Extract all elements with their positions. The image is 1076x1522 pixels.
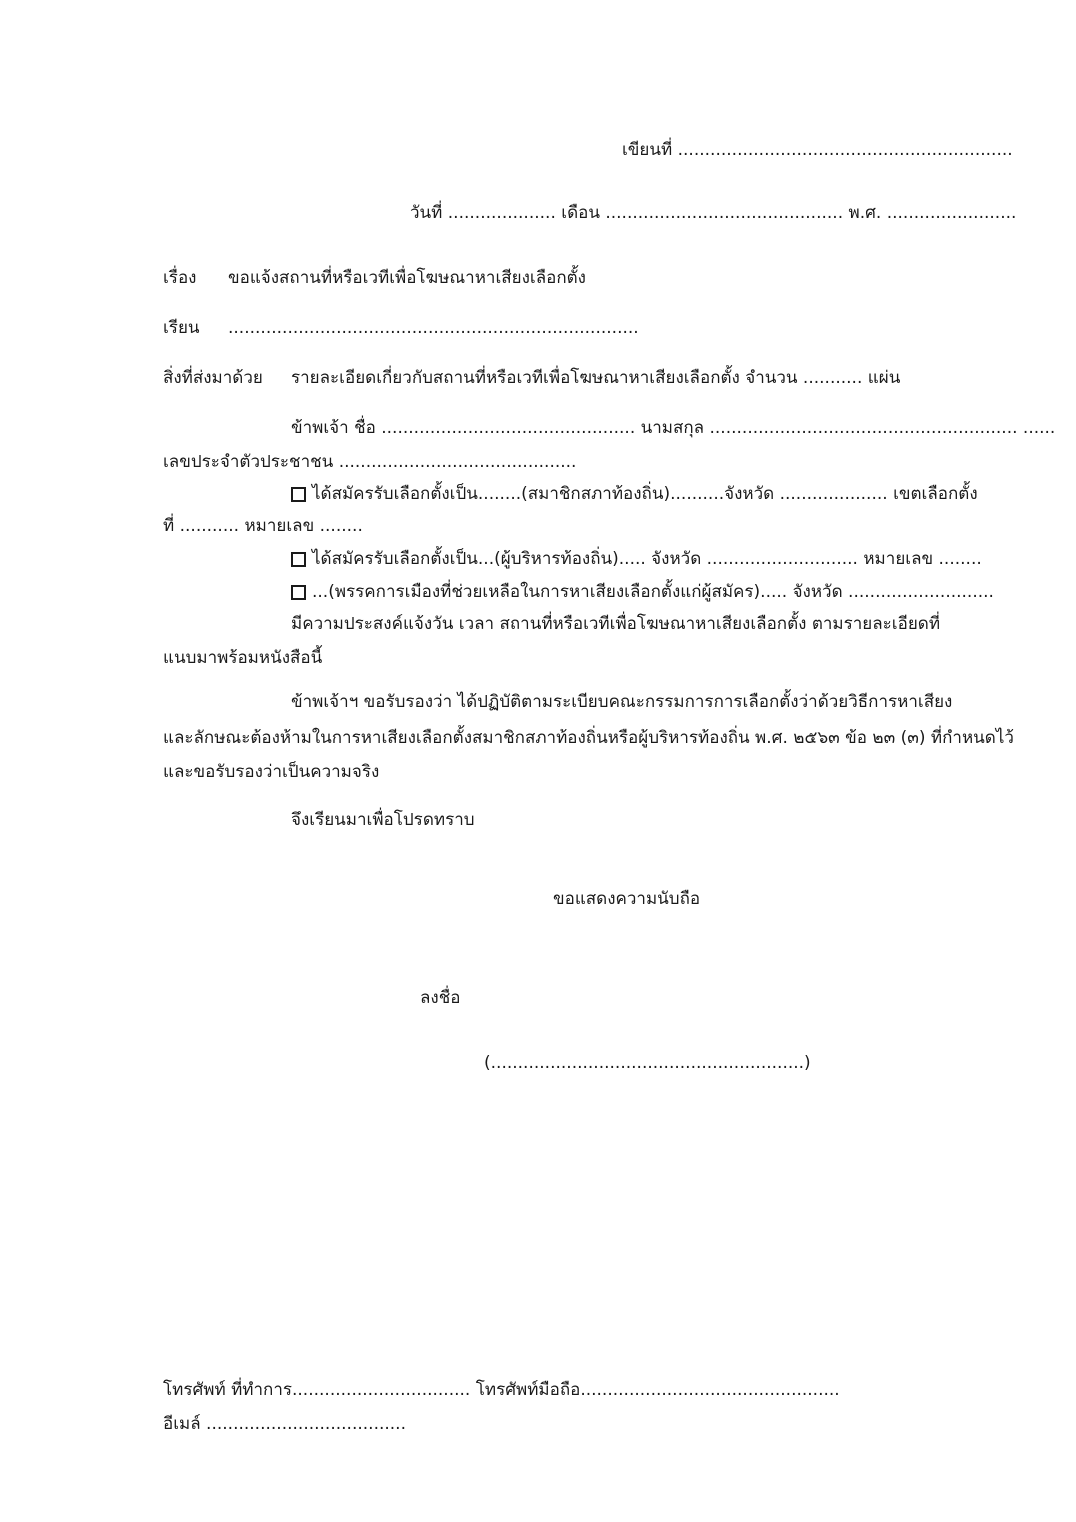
certify-line-2: และลักษณะต้องห้ามในการหาเสียงเลือกตั้งสมาชิกสภาท้องถิ่นหรือผู้บริหารท้องถิ่น พ.ศ. ๒๕๖๓ ข้อ ๒๓ (๓) ที่กำหนดไว้ xyxy=(163,728,1014,748)
subject-label: เรื่อง xyxy=(163,268,197,288)
purpose-line-2: แนบมาพร้อมหนังสือนี้ xyxy=(163,648,323,668)
written-at-field: เขียนที่ .............................................................. xyxy=(622,140,1013,160)
certify-line-1: ข้าพเจ้าฯ ขอรับรองว่า ได้ปฏิบัติตามระเบียบคณะกรรมการการเลือกตั้งว่าด้วยวิธีการหาเสียง xyxy=(291,692,953,712)
date-field: วันที่ .................... เดือน ............................................ พ.ศ. ........................ xyxy=(410,203,1017,223)
sign-label: ลงชื่อ xyxy=(420,988,461,1008)
name-line: ข้าพเจ้า ชื่อ ............................................... นามสกุล ......................................................... ...... xyxy=(291,418,1056,438)
purpose-line-1: มีความประสงค์แจ้งวัน เวลา สถานที่หรือเวทีเพื่อโฆษณาหาเสียงเลือกตั้ง ตามรายละเอียดที่ xyxy=(291,614,941,634)
email-line: อีเมล์ ..................................... xyxy=(163,1414,406,1434)
signature-name-blank: (..........................................................) xyxy=(484,1053,811,1073)
option-local-executive xyxy=(291,549,982,569)
option-local-council-continued: ที่ ........... หมายเลข ........ xyxy=(163,516,363,536)
closing-line: จึงเรียนมาเพื่อโปรดทราบ xyxy=(291,810,475,830)
option-political-party-text: ...(พรรคการเมืองที่ช่วยเหลือในการหาเสียงเลือกตั้งแก่ผู้สมัคร)..... จังหวัด ........................... xyxy=(312,582,994,602)
option-political-party xyxy=(291,582,994,602)
id-line: เลขประจำตัวประชาชน ............................................ xyxy=(163,452,577,472)
checkbox-local-council[interactable] xyxy=(291,487,306,502)
option-local-council xyxy=(291,484,978,504)
checkbox-local-executive[interactable] xyxy=(291,552,306,567)
regards-text: ขอแสดงความนับถือ xyxy=(553,889,701,909)
phone-line: โทรศัพท์ ที่ทำการ................................. โทรศัพท์มือถือ................................................ xyxy=(163,1380,840,1400)
enclosure-label: สิ่งที่ส่งมาด้วย xyxy=(163,368,263,388)
to-label: เรียน xyxy=(163,318,200,338)
checkbox-political-party[interactable] xyxy=(291,585,306,600)
certify-line-3: และขอรับรองว่าเป็นความจริง xyxy=(163,762,380,782)
to-field: ............................................................................ xyxy=(228,318,639,338)
enclosure-text: รายละเอียดเกี่ยวกับสถานที่หรือเวทีเพื่อโฆษณาหาเสียงเลือกตั้ง จำนวน ........... แผ่น xyxy=(291,368,901,388)
option-local-executive-text: ได้สมัครรับเลือกตั้งเป็น...(ผู้บริหารท้องถิ่น)..... จังหวัด ............................ หมายเลข ........ xyxy=(312,549,982,569)
option-local-council-text: ได้สมัครรับเลือกตั้งเป็น........(สมาชิกสภาท้องถิ่น)..........จังหวัด .................... เขตเลือกตั้ง xyxy=(312,484,978,504)
subject-text: ขอแจ้งสถานที่หรือเวทีเพื่อโฆษณาหาเสียงเลือกตั้ง xyxy=(228,268,586,288)
